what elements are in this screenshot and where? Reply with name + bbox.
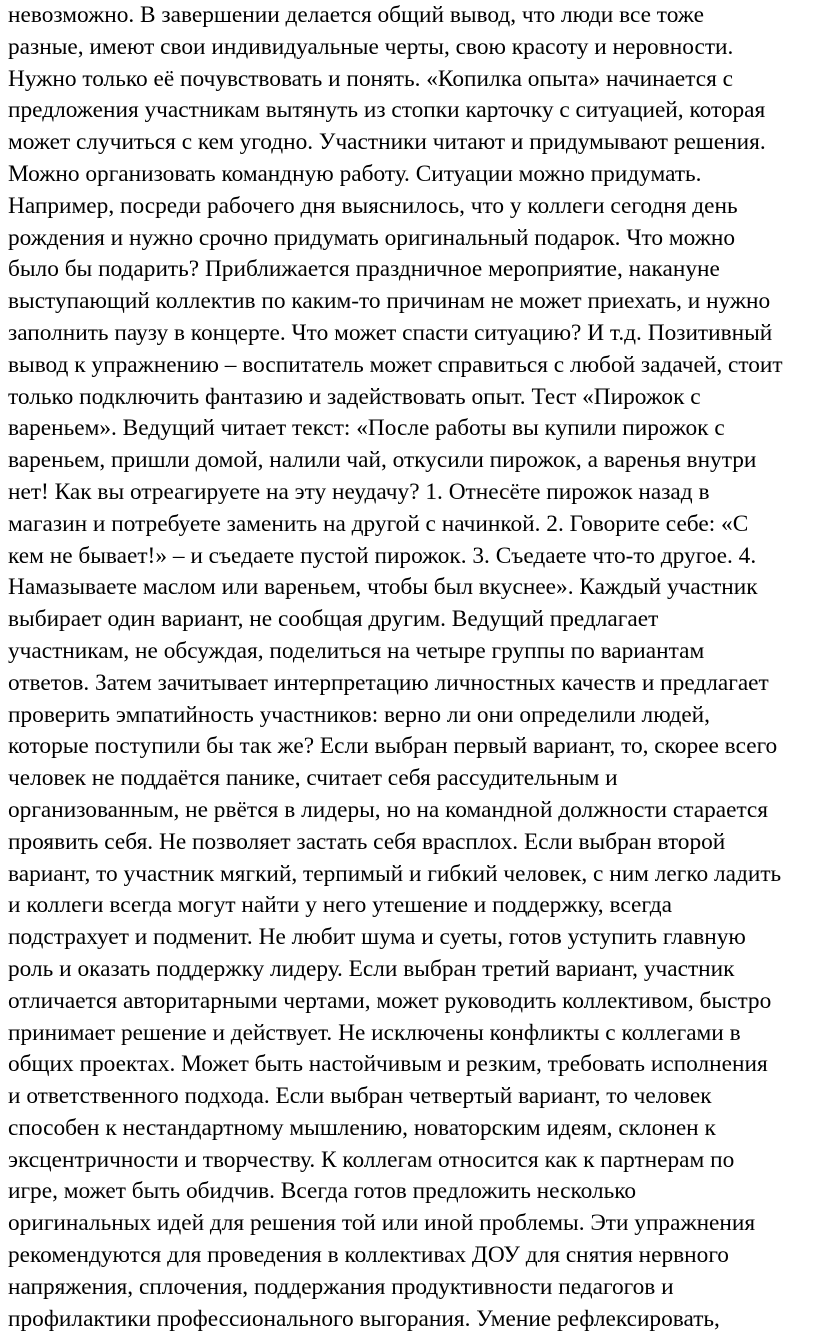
text-line: вывод к упражнению – воспитатель может справиться с любой задачей, стоит [8, 351, 783, 378]
text-line: Можно организовать командную работу. Ситуации можно придумать. [8, 160, 702, 187]
text-line: Намазываете маслом или вареньем, чтобы был вкуснее». Каждый участник [8, 574, 758, 601]
text-line: ответов. Затем зачитывает интерпретацию личностных качеств и предлагает [8, 669, 769, 696]
text-line: оригинальных идей для решения той или иной проблемы. Эти упражнения [8, 1210, 756, 1237]
text-line: магазин и потребуете заменить на другой с начинкой. 2. Говорите себе: «С [8, 510, 749, 537]
text-line: рекомендуются для проведения в коллективах ДОУ для снятия нервного [8, 1242, 729, 1269]
text-line: выбирает один вариант, не сообщая другим. Ведущий предлагает [8, 606, 659, 633]
text-line: нет! Как вы отреагируете на эту неудачу? 1. Отнесёте пирожок назад в [8, 478, 710, 505]
text-line: только подключить фантазию и задействовать опыт. Тест «Пирожок с [8, 383, 701, 410]
text-line: эксцентричности и творчеству. К коллегам относится как к партнерам по [8, 1146, 735, 1173]
text-line: общих проектах. Может быть настойчивым и резким, требовать исполнения [8, 1051, 768, 1078]
text-line: Например, посреди рабочего дня выяснилось, что у коллеги сегодня день [8, 192, 738, 219]
text-line: профилактики профессионального выгорания. Умение рефлексировать, [8, 1305, 720, 1332]
text-line: проявить себя. Не позволяет застать себя врасплох. Если выбран второй [8, 828, 726, 855]
text-line: выступающий коллектив по каким-то причинам не может приехать, и нужно [8, 288, 771, 315]
text-line: невозможно. В завершении делается общий вывод, что люди все тоже [8, 2, 704, 28]
text-line: рождения и нужно срочно придумать оригинальный подарок. Что можно [8, 224, 736, 251]
text-line: было бы подарить? Приближается праздничное мероприятие, накануне [8, 256, 720, 283]
text-line: организованным, не рвётся в лидеры, но на командной должности старается [8, 796, 769, 823]
text-line: и ответственного подхода. Если выбран четвертый вариант, то человек [8, 1083, 712, 1110]
text-line: Нужно только её почувствовать и понять. «Копилка опыта» начинается с [8, 65, 734, 92]
text-line: разные, имеют свои индивидуальные черты, свою красоту и неровности. [8, 33, 734, 60]
text-line: напряжения, сплочения, поддержания продуктивности педагогов и [8, 1273, 674, 1300]
text-line: кем не бывает!» – и съедаете пустой пирожок. 3. Съедаете что-то другое. 4. [8, 542, 757, 569]
text-line: проверить эмпатийность участников: верно ли они определили людей, [8, 701, 711, 728]
text-line: вариант, то участник мягкий, терпимый и гибкий человек, с ним легко ладить [8, 860, 782, 887]
text-line: вареньем». Ведущий читает текст: «После работы вы купили пирожок с [8, 415, 725, 442]
text-line: участникам, не обсуждая, поделиться на четыре группы по вариантам [8, 637, 705, 664]
text-line: принимает решение и действует. Не исключены конфликты с коллегами в [8, 1019, 741, 1046]
text-line: игре, может быть обидчив. Всегда готов предложить несколько [8, 1178, 637, 1205]
text-line: которые поступили бы так же? Если выбран первый вариант, то, скорее всего [8, 733, 778, 760]
text-line: отличается авторитарными чертами, может руководить коллективом, быстро [8, 987, 772, 1014]
text-line: предложения участникам вытянуть из стопки карточку с ситуацией, которая [8, 97, 766, 124]
text-line: заполнить паузу в концерте. Что может спасти ситуацию? И т.д. Позитивный [8, 319, 773, 346]
text-line: вареньем, пришли домой, налили чай, откусили пирожок, а варенья внутри [8, 447, 757, 474]
text-line: способен к нестандартному мышлению, новаторским идеям, склонен к [8, 1114, 716, 1141]
text-line: роль и оказать поддержку лидеру. Если выбран третий вариант, участник [8, 955, 735, 982]
text-line: может случиться с кем угодно. Участники читают и придумывают решения. [8, 129, 766, 156]
document-body-text [8, 0, 816, 1335]
text-line: человек не поддаётся панике, считает себя рассудительным и [8, 765, 618, 792]
text-line: подстрахует и подменит. Не любит шума и суеты, готов уступить главную [8, 924, 746, 951]
text-line: и коллеги всегда могут найти у него утешение и поддержку, всегда [8, 892, 672, 919]
